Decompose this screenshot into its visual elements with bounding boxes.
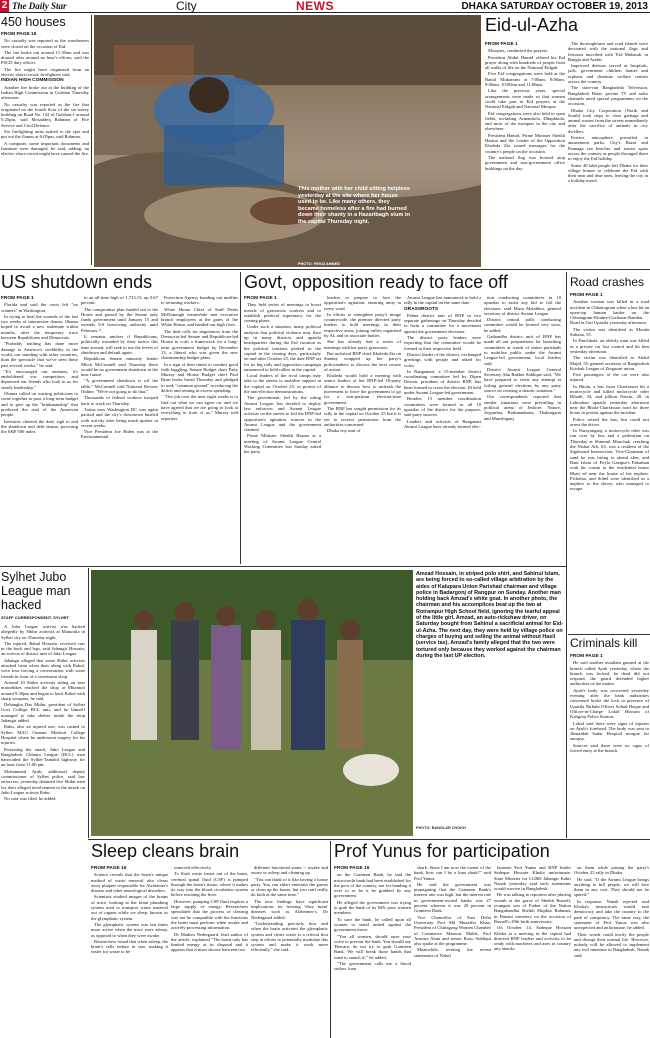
paragraph: to an all-time high of 1,733.15, up 0.67 percent. xyxy=(81,295,158,306)
issue-date: DHAKA SATURDAY OCTOBER 19, 2013 xyxy=(461,1,648,12)
article-body-shutdown-col3 xyxy=(161,295,238,563)
paragraph: Local leaders of the rival camps may take to the streets to mobilise support in the capital on October 25, in protest of the anti-election demonstrations. xyxy=(244,373,321,395)
paragraph: In Bhola, a bus from Charfasson hit a motorcycle and killed motorcycle rider Biladil, 34, and pillion Nasrin, 28, in Lalmohan upazila yesterday afternoon near the Bhola-Charfasson road for three hours in protest against the incident. xyxy=(570,383,649,416)
subhead: GRASSROOTS xyxy=(404,306,439,312)
subhead: FROM PAGE 1 xyxy=(570,654,603,659)
article-body-sleep-col1 xyxy=(91,865,168,1038)
paragraph: In a sign of their intent to conduct good faith haggling, Senate Budget chair Patty Murray and House Budget chief Paul Ryan broke bread Thursday and pledged to seek "common ground" in reducing the deficit and reining in excess spending. xyxy=(161,361,238,394)
paragraph: Leaders and activists of Ranganati Awami League have already formed elec- xyxy=(404,418,481,429)
paragraph: The thoroughfares and road islands were decorated with the national flags and festoons inscribed with 'Eid Mubarak' in Bangla and Arabic. xyxy=(568,41,648,62)
paragraph: The victim was identified as Monda Sultana, 55. xyxy=(570,326,649,338)
article-title-govt: Govt, opposition ready to face off xyxy=(244,273,508,291)
paragraph: The victim was identified as Abdul Majid, 55, general secretary of Bangladesh Krishak League of Zingasari union. xyxy=(570,355,649,371)
article-body-road xyxy=(570,292,649,632)
article-title-kills: Criminals kill xyxy=(570,637,638,649)
paragraph: "You all women, should raise your voice to prevent the bank. You should say 'Beware, do not try to grab Grameen Bank. We will break those hands that want to snatch it'," he added. xyxy=(334,933,411,960)
paragraph: Their words could terrify the people and disrupt their normal life. However, nobody will be allowed to implement any evil intention in Bangladesh, Nanak said. xyxy=(574,931,649,958)
paragraph: Improved dietwas served at hospitals, jails, government children homes and orphans and destitute welfare centres across the country. xyxy=(568,63,648,85)
paragraph: The BNP has sought permission for its rally in the capital on October 25 but it is yet to receive permission from the authorities concerned. xyxy=(324,405,401,427)
paragraph: Researchers found that when asleep, the brain's cells reduce in size, making it easier for waste to be xyxy=(91,938,168,955)
paragraph: Sources said there were no signs of forced entry at the branch. xyxy=(570,742,649,754)
paragraph: Dr Maiken Nedergaard, lead author of the article, explained "The brain only has limited energy at its disposal and it appears that it must choose between two xyxy=(171,931,248,953)
paragraph: It remains unclear if Republicans, politically wounded by their tactics this time around, will seek to use the levers of shutdown and default again. xyxy=(81,334,158,355)
masthead-logo: The Daily Star xyxy=(12,1,67,11)
paragraph: Besides, 15 member coordination committees were formed in all 10 upazilas of the district for the purpose, said party sources. xyxy=(404,396,481,418)
paragraph: In response, Nanak rejected said Khoka's instructions would ruin democracy and take the country to the path of conspiracy. The same way, the statement of Prof Yunus was also unexpected and unfortunate, he added. xyxy=(574,898,649,931)
paragraph: District Awami League General Secretary Abu Bakker Siddique said, "We have prepared to resist any attempt at foiling general elections by any party source on creating a chaotic situation." xyxy=(484,366,561,394)
paragraph: In Narayanganj, a motorcycle rider was run over by bus and a pedestrian on Thursday at Shimrail Mouchak, reaching the Nishat Atli, 63, was a resident of the Signboard Intersection, Vice-Chairman of sand he was hiring to attend after, and Bani Islam of Poyla Gazipur's Pakuthan with his cousin to the residential house Bhati ed near the house of his nephew. Pichalna, and Sohel were identified as a nephew to the driver, who managed to escape. xyxy=(570,428,649,492)
paragraph: In Rangamati, a 15-member district coordinating committee led by Dipen Dewan, president of district BNP, has been formed to resist the election. Ill held under Awami League-led government. xyxy=(404,368,481,396)
paragraph: Six firefighting units rushed to the spot and put out the flames at 6:05pm, said Rahman. xyxy=(1,129,89,140)
title-line-3: hacked xyxy=(1,598,42,612)
paragraph: However, pumping CSF fluid requires a large supply of energy. Researchers speculated that the process of clearing was not be compatible with the functions the brain must perform when awake and actively processing information. xyxy=(171,898,248,931)
article-title-jubo xyxy=(1,570,71,612)
paragraph: "A government shutdown is off the table," McConnell told National Review Online. "We're not going to do that." xyxy=(81,378,158,395)
paragraph: A Jubo League activist was hacked allegedly by Shibir activists at Maturatla in Sylhet city on Thursday night. xyxy=(1,624,85,640)
subhead: FROM PAGE 1 xyxy=(1,296,34,301)
paragraph: Pabna district unit of BNP in two separate gatherings on Thursday decided to form a committee for a movement against the government elections. xyxy=(404,312,481,334)
paragraph: leaders to prepare to face the opposition's agitation, ensuring unity in every ward. xyxy=(324,295,401,311)
paragraph: "The government calls me a blood sucker, loan xyxy=(334,961,411,972)
column-divider xyxy=(240,272,241,564)
paragraph: "Understanding precisely how and when the brain activates the glymphatic system and clears waste is a critical first step in efforts to potentially modulate this system and make it work more efficiently," she said. xyxy=(251,920,328,953)
paragraph: Eid congregations were also held in open fields, including Armanitola, Dhupkhola, and most of the mosques in the city and elsewhere. xyxy=(485,110,565,132)
paragraph: shark. Since I am now the owner of the bank, how can I be a loan shark?" said Prof Yunus. xyxy=(414,865,491,881)
column-divider xyxy=(88,568,89,838)
paragraph: Around 10 Shibir activists riding on four motorbikes reached the shop at Mitamuli around 9:30pm and began to hack Rabul with sharp weapons, he said. xyxy=(1,679,85,701)
paragraph: The new findings have significant implications for treating 'dirty brain' diseases such as Alzheimer's. Dr Nedergaard added: xyxy=(251,898,328,920)
paragraph: "Probably nothing has done more damage to America's credibility in the world, our standing with other countries, than the spectacle that we've seen these past several weeks," he said. xyxy=(1,341,78,368)
paragraph: "You can think of it like having a house party. You can either entertain the guests or clean up the house, but you can't really do both at the same time." xyxy=(251,876,328,898)
subhead: FROM PAGE 1 xyxy=(485,42,518,47)
paragraph: A computer, some important documents and furniture were damaged, he said, adding, an electric short-circuit might have caused the fire. xyxy=(1,140,89,157)
paragraph: Meanwhile, terming the recent statements of Nobel xyxy=(414,947,491,958)
paragraph: "It's encouraged our enemies, it's emboldened our competitors and depressed our friends who look to us for steady leadership." xyxy=(1,368,78,390)
paragraph: Another woman was killed in a road accident in Chhattogram when a bus hit an open-top human hauler on the Chhatagram-Khulna-Coxbazar-Ramhat Road in Tari Upazila yesterday afternoon. xyxy=(570,299,649,326)
subhead: INDIAN HIGH COMMISSION xyxy=(1,78,64,84)
paragraph: The government, led by the ruling Awami League, has decided to deploy law enforcers and Awami League activists on the streets to foil the BNP-led opposition's agitation, sources in the Awami League and the government claimed. xyxy=(244,395,321,433)
page-header xyxy=(0,0,650,13)
article-body-sleep-col2 xyxy=(171,865,248,1038)
article-body-yunus-col4 xyxy=(574,865,649,1038)
paragraph: Vice President Joe Biden was at the Environmental xyxy=(81,429,158,440)
article-body-shutdown-col2 xyxy=(81,295,158,563)
subhead: FROM PAGE 1 xyxy=(244,296,277,301)
paragraph: Investors cheered the deal, sigh to end the shutdown and debt drama, powering the S&P 500 index xyxy=(1,418,78,435)
paragraph: laureate Prof Yunus and BNP leader Sadeque Hossain Khoka unfortunate, State Minister for LGRD Jahangir Kabir Nanak yesterday said such statements would survive in Bangladesh. xyxy=(494,865,571,892)
paragraph: on them while joining the party's October 25 rally in Dhaka. xyxy=(574,865,649,876)
paragraph: on the Grameen Bank, he said the microcredit bank had been established for the poor of the country, not for handing it over to or be it be grabbed by any government. xyxy=(334,872,411,899)
article-body-eid-col2 xyxy=(568,41,648,265)
paragraph: Five Eid congregations were held at the Baitul Mukarram at 7:00am, 8:00am, 9:00am, 10:00am and 11:00am. xyxy=(485,71,565,88)
paragraph: Some 40 lakh people left Dhaka for their village homes to celebrate the Eid with their near and dear ones, leaving the city in a holiday mood. xyxy=(568,162,648,184)
article-body-yunus-col2 xyxy=(414,865,491,1038)
paragraph: The glymphatic system was ten times more active when the mice were asleep, as opposed to when they were awake. xyxy=(91,921,168,938)
paragraph: The deal calls for negotiators from the Democrat-led Senate and Republican-led House to craft a framework for a long-term government budget by December 13, a liberal who was given the new chairmanship budget plans. xyxy=(161,328,238,361)
paragraph: The compromise plan funded out to the House and passed by the Senate only funds government until January 15 and extends US borrowing authority until February 7. xyxy=(81,306,158,333)
section-tag: NEWS xyxy=(296,0,334,13)
paragraph: The district party leaders were expecting that the committee would be formed in their respective field. xyxy=(404,335,481,351)
title-line-1: Sylhet Jubo xyxy=(1,570,67,584)
photo-credit-banglar: PHOTO: BANGLAR CHOKH xyxy=(416,826,466,830)
paragraph: Protesting the attack, Jubo League and Bangladesh Chhatra League (BCL) men barricaded the Sylhet-Tamabil highway for an hour from 11:00 pm. xyxy=(1,746,85,768)
paragraph: In efforts to strengthen party's image countrywide, the premier directed party leaders to hold meetings in their respective areas, joining rallies organised by AL and its associate bodies. xyxy=(324,311,401,339)
paragraph: He said another assailant gunned at the branch called Ayub yesterday, where the branch was locked, he dead did not respond, the guard defended higher authorities of the matter. xyxy=(570,660,649,687)
paragraph: President Hamid, Prime Minister Sheikh Hasina and the Leader of the Opposition Khaleda Zia issued messages for the country's people on the occasion. xyxy=(485,132,565,154)
paragraph: They held series of meetings to boost morale of grassroots workers and to establish political supremacy for the coming phase. xyxy=(244,302,321,324)
section-divider xyxy=(0,566,566,567)
paragraph: Police seized the bus, but could not arrest the driver. xyxy=(570,416,649,427)
paragraph: No casualty was reported as the warehouses were closed on the occasion of Eid. xyxy=(1,38,89,49)
photo-caption-amzad: Amzad Hossain, in striped polo shirt, and Sahinul Islam, are being forced to so-called village arbitration by the aides of Kalupara Union Parishad chairman and village police in Badargonj of Rangpur on Sunday. Another man holding back Amzad's white goat. In another photo, the chairman and his accomplices beat up the two at Rotrampur High School field, ignoring the tearful appeal of the little girl. Amzad, an auto-rickshaw driver, on Saturday bought from Sahinul a sacrificial animal for Eid-ul-Azha. The next day, they were held by village police on charges of buying and selling the animal without Hasil (service tax). Amzad's family alleged that the two were tortured only because they worked against the chairman during the last UP election. xyxy=(416,571,564,659)
paragraph: He was talking to reporters after placing wreath at the grave of Sheikh Russell, youngest son of Father of the Nation Bangabandhu Sheikh Mujibur Rahman, in Banani cemetery on the occasion of Russell's 49th birth anniversary. xyxy=(494,892,571,924)
article-body-sleep-col3 xyxy=(251,865,328,1038)
article-body-govt-col2 xyxy=(324,295,401,563)
paragraph: Like the previous years, special arrangements were made so that women could take part in Eid prayers at the National Eidgah and National Mosque. xyxy=(485,88,565,110)
paragraph: He said the government was propagating that the Grameen Bank's interest rate was high, but the interest rate in government-owned banks was 27 percent whereas it was 20 percent in Grameen Bank. xyxy=(414,881,491,914)
article-title-yunus: Prof Yunus for participation xyxy=(334,842,550,860)
paragraph: Republican Senate minority leader Mitch McConnell said Thursday there would be no government shutdown in the near future. xyxy=(81,356,158,378)
article-title-shutdown: US shutdown ends xyxy=(1,273,153,291)
subhead: FROM PAGE 16 xyxy=(1,32,37,37)
paragraph: She has already had a series of meetings with her party grassroots. xyxy=(324,339,401,350)
paragraph: Ayub's body was recovered yesterday evening after the bank authorities concerned broke the lock in presence of Upazila Nirbahi Officer Sohail Haque and Officer-in-Charge Lokid Hossain of Kaligonj Police Station. xyxy=(570,687,649,720)
article-title-sleep: Sleep cleans brain xyxy=(91,842,240,860)
paragraph: Five passengers of the car were also injured. xyxy=(570,372,649,383)
byline-jubo: STAFF CORRESPONDENT, SYLHET xyxy=(1,615,69,620)
paragraph: The national flag was hoisted atop government and non-government office buildings on the day. xyxy=(485,154,565,171)
paragraph: District leader of the district, exchanged greetings with people and asked for votes. xyxy=(404,351,481,368)
paragraph: Trains now Washington DC was again packed and the city's downtown bustled with activity after being much quieter in recent weeks. xyxy=(81,406,158,428)
paragraph: But archrival BNP chief Khaleda Zia on Sunday wrapped up her party's policymakers to discuss the next course of action. xyxy=(324,350,401,372)
subhead: FROM PAGE 1 xyxy=(570,293,603,298)
subhead: FROM PAGE 16 xyxy=(334,866,370,871)
paragraph: Scientists studied images of the brains of mice, looking at the brain plumbing system used to transport waste material out of organs while we sleep, known as the glymphatic system. xyxy=(91,894,168,921)
article-body-jubo xyxy=(1,624,85,1038)
paragraph: President Abdul Hamid offered his Eid prayer along with hundreds of people from all walks of life on the National Eidgah. xyxy=(485,54,565,71)
paragraph: To save the bank, he called upon all women to stand united against the government move. xyxy=(334,916,411,933)
paragraph: Lokid said there were signs of injuries on Ayub's forehead. The body was sent to Jhenaidah Sadar Hospital morgue for autopsy. xyxy=(570,720,649,742)
article-body-govt-col3 xyxy=(404,295,481,563)
paragraph: Jahangir alleged that some Shibir activists attacked from when their along with Rabul, were four forcing a conversation with some friends in front of a sweetmeat shop. xyxy=(1,657,85,679)
title-line-2: League man xyxy=(1,584,71,598)
paragraph: Awami League has announced to hold a rally in the capital on the same date. xyxy=(404,295,481,306)
paragraph: Thousands of federal workers trooped back to work on Thursday. xyxy=(81,395,158,406)
article-body-fire xyxy=(1,31,89,264)
paragraph: On October 14, Sadeque Hossain Khoka at a meeting in the capital had directed BNP leaders and activists to be ready with machetes and axes in country any attacks xyxy=(494,925,571,952)
article-title-road: Road crashes xyxy=(570,276,645,288)
article-title-eid: Eid-ul-Azha xyxy=(485,16,579,34)
section-label: City xyxy=(176,0,197,13)
article-body-govt-col1 xyxy=(244,295,321,563)
article-body-shutdown-col1 xyxy=(1,295,78,563)
column-divider xyxy=(91,15,92,265)
photo-amzad xyxy=(91,570,413,836)
paragraph: Under such a situation, many political analysts fear political violence may flare up in many districts and upazila headquarters during the Eid vacation as the political tensions peaked in the capital in the coming days, particularly on and after October 25, the date BNP set for its big rally and opposition campaign announced to hold rallies in the capital. xyxy=(244,324,321,372)
paragraph: Florida and said the crisis left "no winners" in Washington. xyxy=(1,302,78,313)
paragraph: He alleged the government was trying to grab the bank of its 84% poor women members. xyxy=(334,899,411,916)
paragraph: different functional states -- awake and aware or asleep and cleaning up. xyxy=(251,865,328,876)
photo-amzad-image xyxy=(91,570,413,836)
section-divider xyxy=(568,634,650,635)
paragraph: Another fire broke out at the building of the Indian High Commission in Gulshan Thursday afternoon. xyxy=(1,84,89,101)
paragraph: The injured, Rabul Hossain, received cuts in the back and legs, said Jahangir Hossain, an activist of district unit of Jubo League. xyxy=(1,640,85,657)
paragraph: In trying to heal the wounds of the last two weeks of internecine drama, Obama hoped to avoid a new stalemate within months, after the temporary truce between Republicans and Democrats. xyxy=(1,313,78,341)
paragraph: Festive atmosphere prevailed in amusement parks, City's Bazar and Pannaga sea beaches and tourist spots across the country as people thronged there to enjoy the Eid holiday. xyxy=(568,135,648,162)
article-body-eid-col1 xyxy=(485,41,565,265)
article-title-fire: 450 houses xyxy=(1,16,66,29)
section-divider xyxy=(88,839,650,840)
paragraph: Our correspondents reported that similar situations were prevailing in political arena of Jeshore, Natore, Joypurhat, Brahmanbaria, Thakurgaon and Munshiganj. xyxy=(484,394,561,421)
paragraph: Gaibandha district unit of BNP has made all out preparations for launching committees at wards of union parishads to mobilise public under the Awami League-led government, local leaders said. xyxy=(484,334,561,366)
paragraph: Rabu, also an injured one, was rushed to Sylhet MAG Osmani Medical College Hospital where he underwent surgery for his injuries. xyxy=(1,724,85,746)
article-body-yunus-col3 xyxy=(494,865,571,1038)
paragraph: Dhaka City Corporation (North and South) took steps to clear garbage and animal wastes from the streets immediately after the sacrifice of animals in city dwellers. xyxy=(568,107,648,134)
paragraph: The fire broke out around 11:30am and was doused after around an hour's efforts, said the FSCD duty officer. xyxy=(1,49,89,66)
paragraph: The state-run Bangladesh Television, Bangladesh Betar, private TV and radio channels aired special programmes on the occasion. xyxy=(568,85,648,107)
photo-credit-firoz: PHOTO: FIROZ AHMED xyxy=(298,262,340,266)
paragraph: Protection Agency handing out muffins to returning workers. xyxy=(161,295,238,306)
paragraph: Prime Minister Sheikh Hasina at a meeting of Awami League Central Working Committee last Sunday asked her party xyxy=(244,433,321,455)
column-divider xyxy=(566,272,567,838)
article-body-kills xyxy=(570,653,649,837)
paragraph: Khaleda would hold a meeting with senior leaders of her BNP-led 18-party alliance to discuss how to unleash the movement to force the government to go for a non-partisan election-time government. xyxy=(324,373,401,405)
article-body-govt-col4 xyxy=(484,295,561,563)
article-body-yunus-col1 xyxy=(334,865,411,1038)
paragraph: He said, "If the Awami League brings anything to kill people, we will face them in any cost. They should not be spared." xyxy=(574,876,649,898)
paragraph: Mohammed Ayub, additional deputy commissioner of Sylhet police, said law enforcers, yesterday detained five Shibir men for their alleged involvement in the attack on Jubo League activist Rabu. xyxy=(1,768,85,795)
paragraph: tion conducting committees in 10 upazilas to assist any bid to foil the elections, said Musa Matabbor, general secretary of district Awami League. xyxy=(484,295,561,316)
paragraph: Vice Chancellor of East Delta University Prof Md Muzaffar Khan, President of Chittagong Women Chamber of Commerce Manwar Malek, Prof Anwara Alam and senior Roxo Siddiqui also spoke at the programme. xyxy=(414,914,491,947)
paragraph: To flush waste tissue out of the brain, cerebral spinal fluid (CSF) is pumped through the brain's tissue, where it makes its way into the blood circulation system before reaching the liver. xyxy=(171,871,248,898)
paragraph: In Panchhala, an elderly man was killed as a private car lost control and hit him yesterday afternoon. xyxy=(570,338,649,354)
paragraph: Mosques, conducted the prayers. xyxy=(488,48,549,54)
paragraph: No casualty was reported as the fire that originated on the fourth floor of the six-storey building on Road No. 142 of Gulshan-1 around 5:25pm, said Mosaddeq Rahman of Fire Service and Civil Defence. xyxy=(1,101,89,128)
paragraph: "Our job over the next eight weeks is to find out what we can agree on, and we have agreed that we are going to look at everything in front of us," Murray told reporters. xyxy=(161,394,238,421)
paragraph: District central polls conducting committee would be formed very soon, he added. xyxy=(484,317,561,333)
section-divider xyxy=(0,269,650,270)
column-divider xyxy=(330,841,331,1038)
photo-caption-mother: This mother with her child sitting helpless yesterday at the site where her house used to be. Like many others, they became homeless after a fire had burned down their shanty in a Hazaribagh slum in the capital Thursday night. xyxy=(298,186,410,225)
paragraph: Obama called on warring politicians to come together to pass a long-term budget and to give up the "brinkmanship" that produced the trial of the American people. xyxy=(1,391,78,418)
paragraph: removed effectively. xyxy=(174,865,212,870)
paragraph: Science reveals that the brain's unique method of waste removal also clears away plaques responsible for Alzheimer's disease and other neurological disorders. xyxy=(91,872,168,894)
paragraph: Dhaka city unit of xyxy=(327,428,361,434)
subhead: FROM PAGE 16 xyxy=(91,866,127,871)
paragraph: No case was filed, he added. xyxy=(4,796,57,802)
page-number: 2 xyxy=(1,0,8,11)
paragraph: The fire might have originated from an electric short-circuit, firefighters said. xyxy=(1,66,89,78)
paragraph: White House Chief of Staff Denis McDonough meanwhile met executive branch employees at the gates of the White House, and handed out high fives. xyxy=(161,306,238,328)
paragraph: Debanghu Das Mithu, president of Sylhet Govt College BCL unit, and he himself managed to take shelter inside the shop Jahangir added. xyxy=(1,702,85,724)
